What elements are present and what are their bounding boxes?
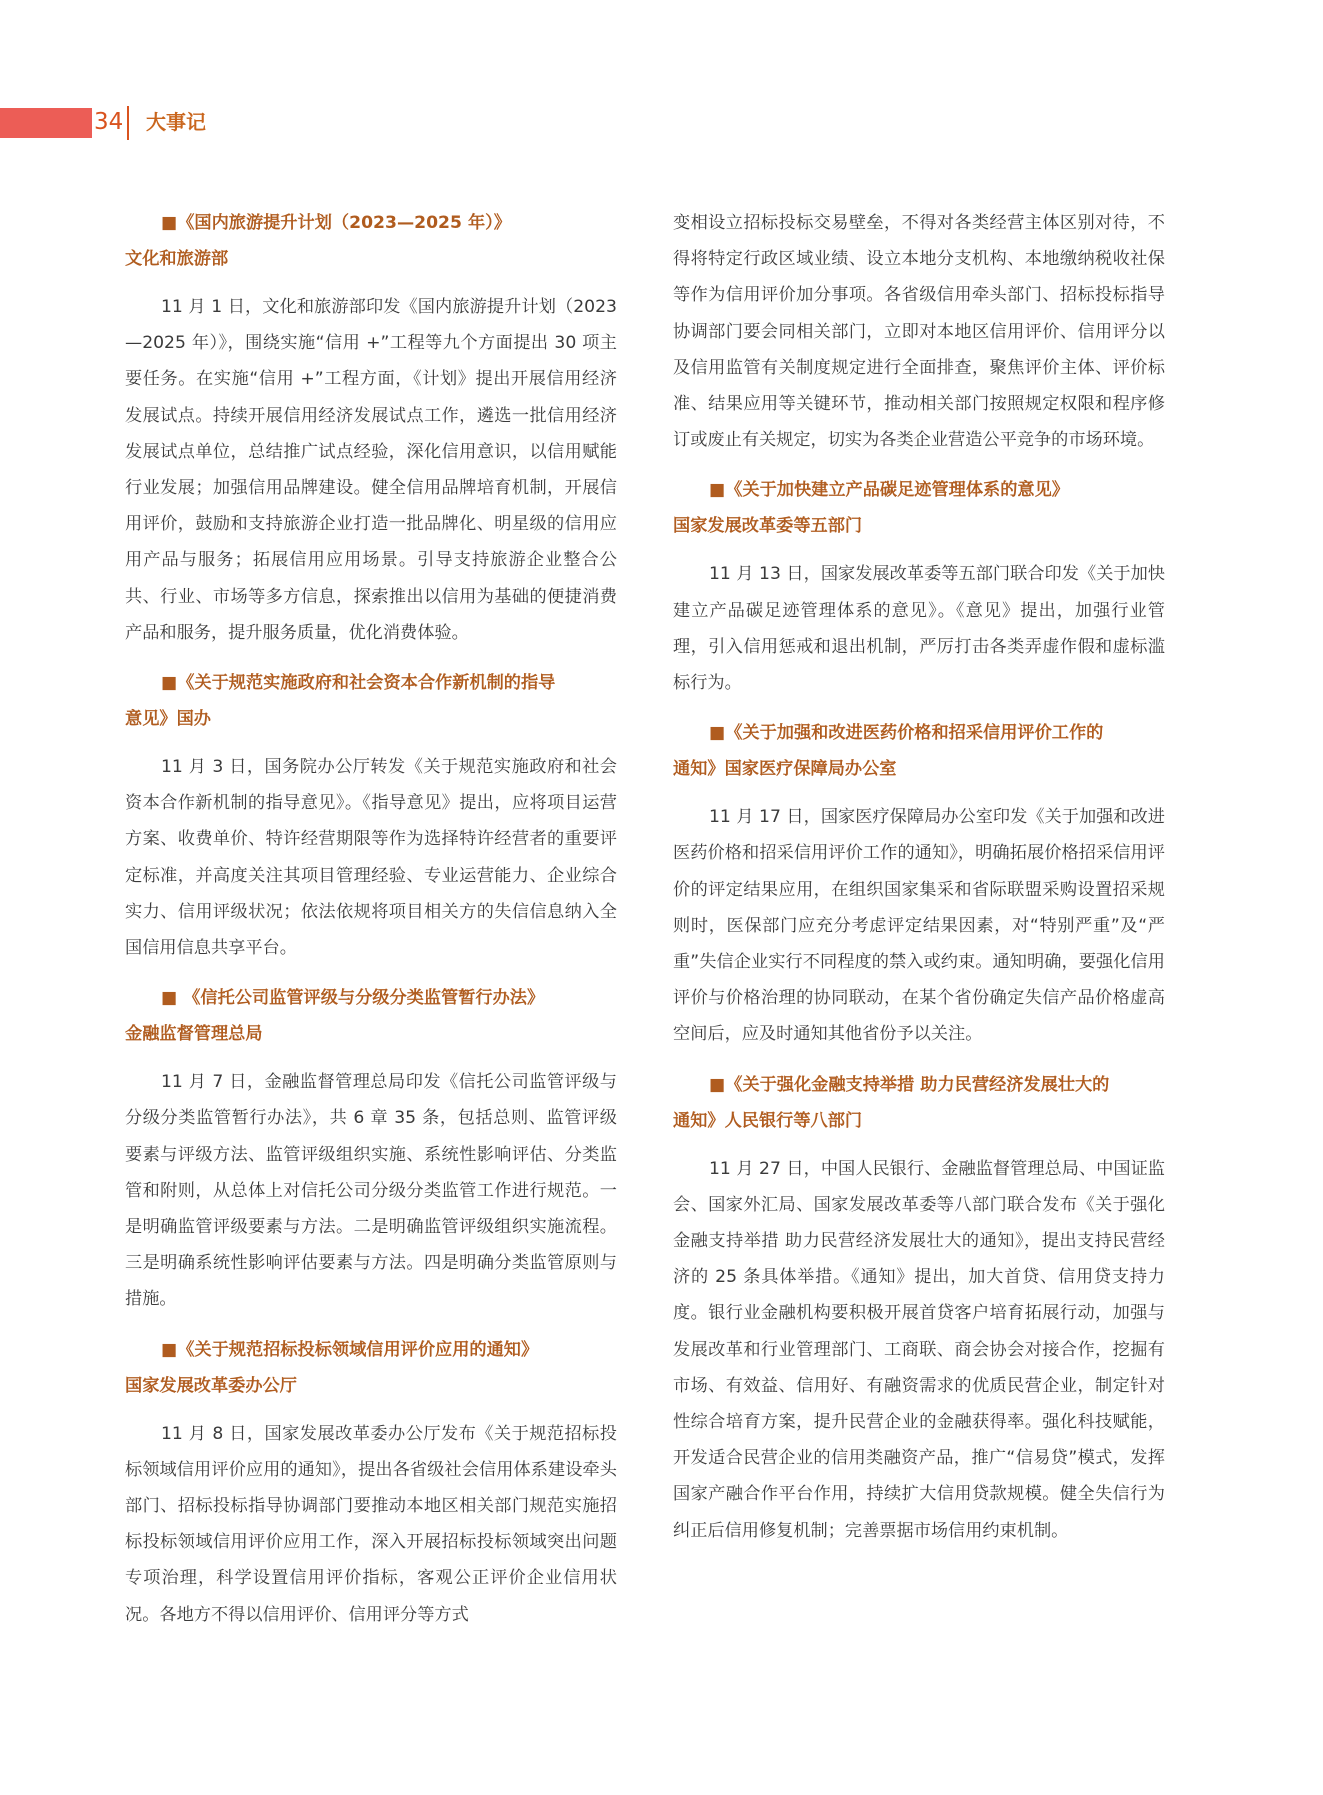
entry-body: 11 月 13 日，国家发展改革委等五部门联合印发《关于加快建立产品碳足迹管理体系的意见》。《意见》提出，加强行业管理，引入信用惩戒和退出机制，严厉打击各类弄虚作假和虚标滥标行为。 (673, 564, 1165, 694)
entry-body: 11 月 17 日，国家医疗保障局办公室印发《关于加强和改进医药价格和招采信用评价工作的通知》，明确拓展价格招采信用评价的评定结果应用，在组织国家集采和省际联盟采购设置招采规则时，医保部门应充分考虑评定结果因素，对“特别严重”及“严重”失信企业实行不同程度的禁入或约束。通知明确，要强化信用评价与价格治理的协同联动，在某个省份确定失信产品价格虚高空间后，应及时通知其他省份予以关注。 (673, 807, 1165, 1045)
entry-ppp-mechanism (125, 665, 617, 966)
entry-body-continued: 变相设立招标投标交易壁垒，不得对各类经营主体区别对待，不得将特定行政区域业绩、设立本地分支机构、本地缴纳税收社保等作为信用评价加分事项。各省级信用牵头部门、招标投标指导协调部门要会同相关部门，立即对本地区信用评价、信用评分以及信用监管有关制度规定进行全面排查，聚焦评价主体、评价标准、结果应用等关键环节，推动相关部门按照规定权限和程序修订或废止有关规定，切实为各类企业营造公平竞争的市场环境。 (673, 213, 1165, 451)
entry-carbon-footprint (673, 472, 1165, 701)
entry-tourism-plan (125, 205, 617, 651)
entry-title: ■《关于加快建立产品碳足迹管理体系的意见》 (709, 480, 1069, 501)
header-accent-bar (0, 108, 92, 138)
entry-title: ■《国内旅游提升计划（2023—2025 年）》 (161, 213, 511, 233)
page-number: 34 (94, 109, 124, 135)
entry-heading (673, 715, 1165, 787)
entry-heading (125, 1332, 617, 1404)
section-title: 大事记 (146, 110, 206, 134)
left-column (125, 205, 617, 1647)
entry-title: ■《关于规范招标投标领域信用评价应用的通知》 (161, 1339, 539, 1360)
entry-body: 11 月 3 日，国务院办公厅转发《关于规范实施政府和社会资本合作新机制的指导意见》。《指导意见》提出，应将项目运营方案、收费单价、特许经营期限等作为选择特许经营者的重要评定标准，并高度关注其项目管理经验、专业运营能力、企业综合实力、信用评级状况；依法依规将项目相关方的失信信息纳入全国信用信息共享平台。 (125, 757, 617, 959)
entry-bidding-credit (125, 1332, 617, 1633)
entry-title: ■ 《信托公司监管评级与分级分类监管暂行办法》 (161, 988, 545, 1009)
entry-agency: 国家发展改革委等五部门 (673, 516, 863, 537)
entry-agency: 通知》人民银行等八部门 (673, 1110, 863, 1131)
right-column (673, 205, 1165, 1563)
entry-heading (673, 1067, 1165, 1139)
entry-private-economy (673, 1067, 1165, 1549)
entry-medical-pricing (673, 715, 1165, 1052)
entry-agency: 通知》国家医疗保障局办公室 (673, 759, 897, 780)
entry-title: ■《关于加强和改进医药价格和招采信用评价工作的 (709, 723, 1104, 744)
entry-agency: 金融监督管理总局 (125, 1024, 263, 1045)
entry-body: 11 月 1 日，文化和旅游部印发《国内旅游提升计划（2023—2025 年）》，围绕实施“信用 +”工程等九个方面提出 30 项主要任务。在实施“信用 +”工程方面，《计划》提出开展信用经济发展试点。持续开展信用经济发展试点工作，遴选一批信用经济发展试点单位，总结推广试点经验，深化信用意识，以信用赋能行业发展；加强信用品牌建设。健全信用品牌培育机制，开展信用评价，鼓励和支持旅游企业打造一批品牌化、明星级的信用应用产品与服务；拓展信用应用场景。引导支持旅游企业整合公共、行业、市场等多方信息，探索推出以信用为基础的便捷消费产品和服务，提升服务质量，优化消费体验。 (125, 297, 617, 643)
entry-body: 11 月 7 日，金融监督管理总局印发《信托公司监管评级与分级分类监管暂行办法》，共 6 章 35 条，包括总则、监管评级要素与评级方法、监管评级组织实施、系统性影响评估、分类监管和附则，从总体上对信托公司分级分类监管工作进行规范。一是明确监管评级要素与方法。二是明确监管评级组织实施流程。三是明确系统性影响评估要素与方法。四是明确分类监管原则与措施。 (125, 1072, 617, 1310)
header-divider (127, 106, 129, 140)
entry-heading (125, 205, 617, 277)
entry-heading (673, 472, 1165, 544)
entry-agency: 意见》国办 (125, 709, 211, 730)
entry-title: ■《关于规范实施政府和社会资本合作新机制的指导 (161, 673, 556, 694)
entry-agency: 文化和旅游部 (125, 249, 229, 269)
entry-body: 11 月 27 日，中国人民银行、金融监督管理总局、中国证监会、国家外汇局、国家发展改革委等八部门联合发布《关于强化金融支持举措 助力民营经济发展壮大的通知》，提出支持民营经济的 25 条具体举措。《通知》提出，加大首贷、信用贷支持力度。银行业金融机构要积极开展首贷客户培育拓展行动，加强与发展改革和行业管理部门、工商联、商会协会对接合作，挖掘有市场、有效益、信用好、有融资需求的优质民营企业，制定针对性综合培育方案，提升民营企业的金融获得率。强化科技赋能，开发适合民营企业的信用类融资产品，推广“信易贷”模式，发挥国家产融合作平台作用，持续扩大信用贷款规模。健全失信行为纠正后信用修复机制；完善票据市场信用约束机制。 (673, 1158, 1165, 1541)
entry-heading (125, 665, 617, 737)
entry-title: ■《关于强化金融支持举措 助力民营经济发展壮大的 (709, 1074, 1110, 1095)
entry-body: 11 月 8 日，国家发展改革委办公厅发布《关于规范招标投标领域信用评价应用的通知》，提出各省级社会信用体系建设牵头部门、招标投标指导协调部门要推动本地区相关部门规范实施招标投标领域信用评价应用工作，深入开展招标投标领域突出问题专项治理，科学设置信用评价指标，客观公正评价企业信用状况。各地方不得以信用评价、信用评分等方式 (125, 1423, 617, 1625)
entry-trust-rating (125, 980, 617, 1317)
entry-agency: 国家发展改革委办公厅 (125, 1375, 297, 1396)
entry-heading (125, 980, 617, 1052)
